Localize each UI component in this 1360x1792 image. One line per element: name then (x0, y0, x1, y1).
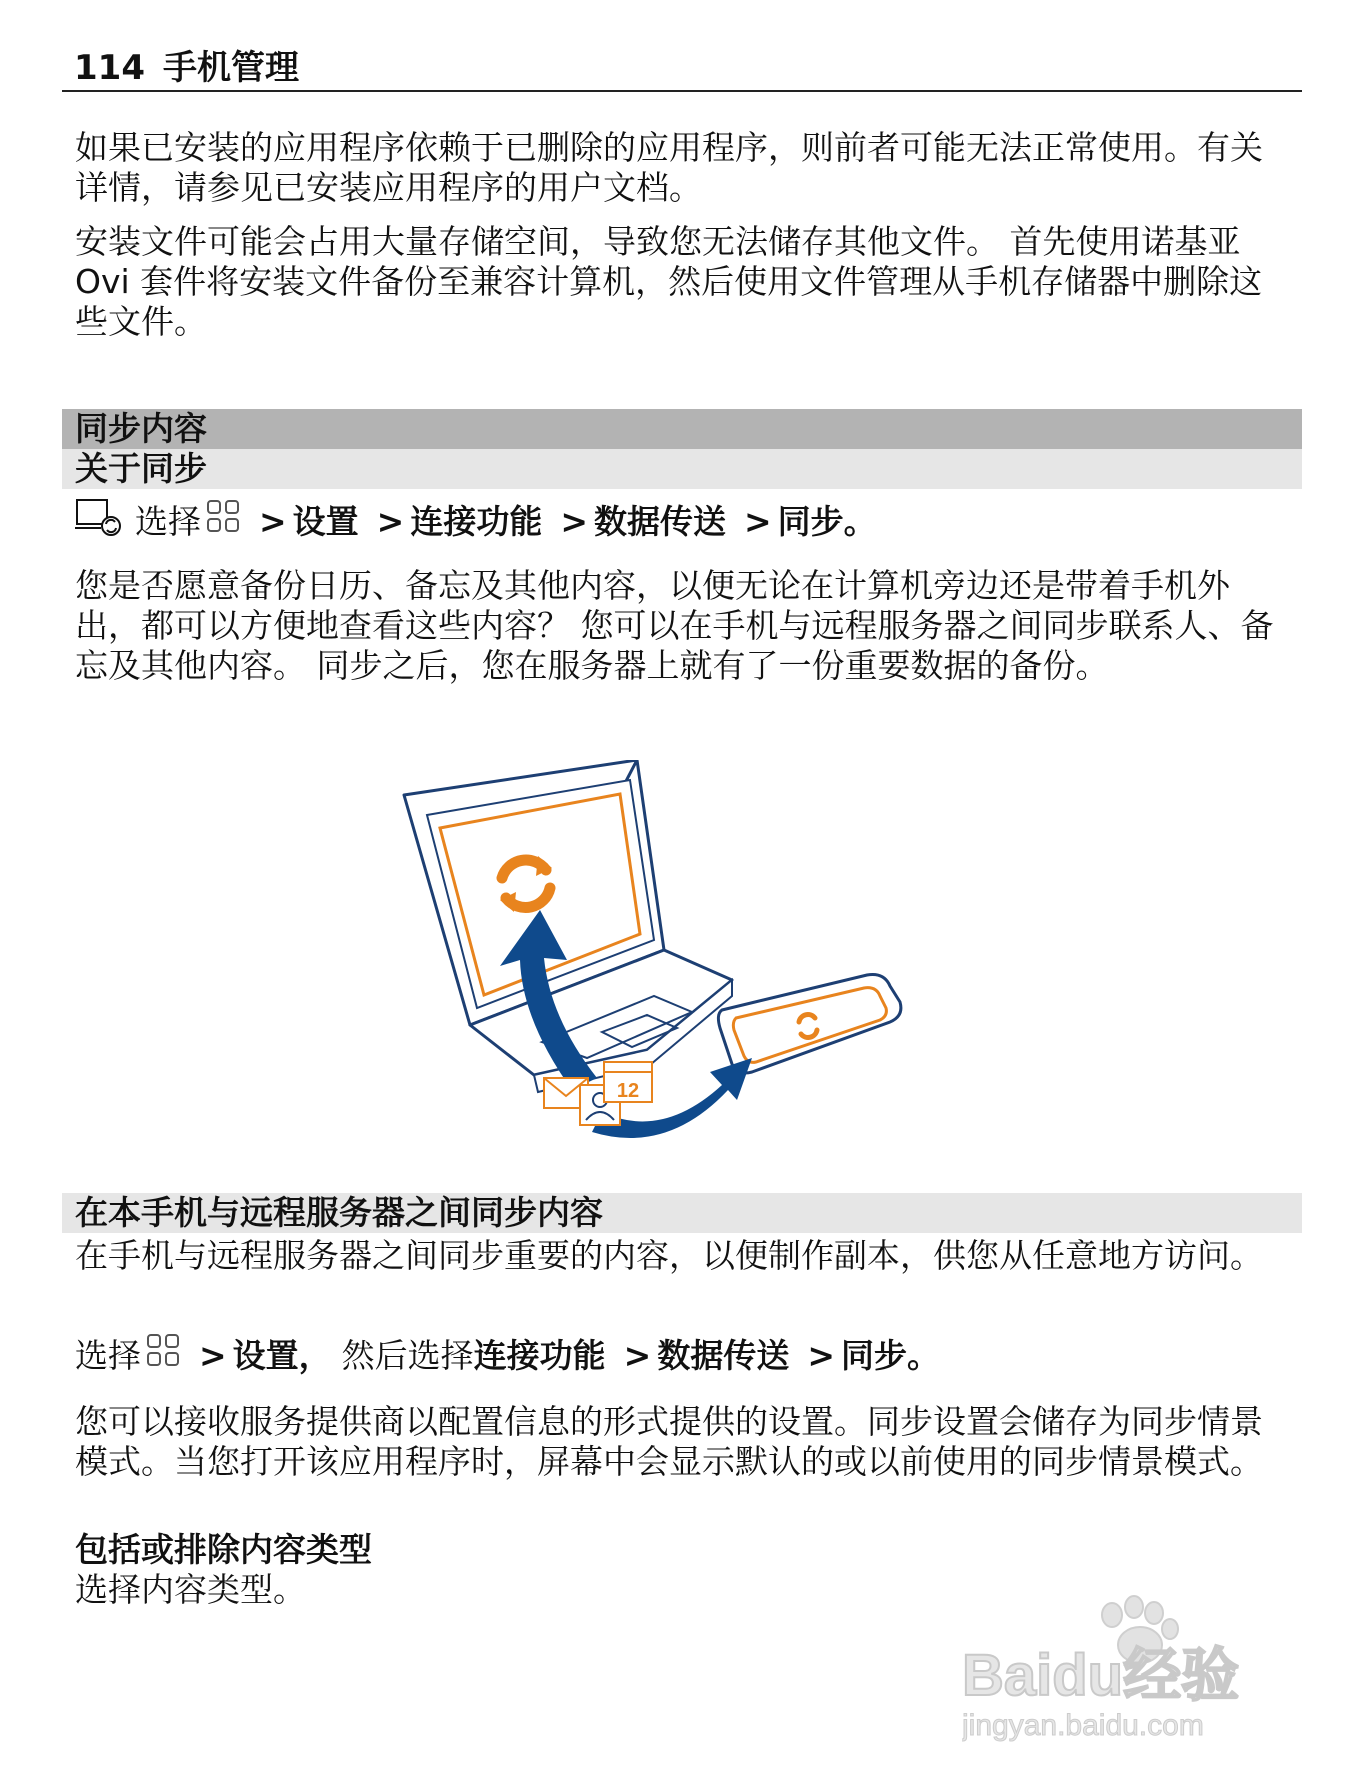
calendar-icon (604, 1062, 652, 1102)
menu-path-sync-remote (75, 1332, 940, 1379)
menu-separator: > (623, 1335, 652, 1375)
menu-item-sync[interactable]: 同步。 (840, 1335, 940, 1375)
menu-separator: > (743, 501, 772, 541)
watermark-brand: Baidu经验 (962, 1643, 1240, 1708)
paragraph-select-content-types: 选择内容类型。 (75, 1570, 306, 1609)
menu-separator: > (199, 1335, 227, 1375)
menu-select-label: 选择 (75, 1335, 141, 1375)
section-heading-sync-remote: 在本手机与远程服务器之间同步内容 (62, 1193, 1302, 1233)
menu-item-settings[interactable]: 设置， (232, 1335, 332, 1375)
menu-select-label: 选择 (135, 501, 201, 541)
paragraph-sync-settings: 您可以接收服务提供商以配置信息的形式提供的设置。同步设置会储存为同步情景模式。当您打开该应用程序时，屏幕中会显示默认的或以前使用的同步情景模式。 (75, 1402, 1263, 1481)
page-title: 手机管理 (162, 48, 299, 88)
page-number: 114 (74, 48, 145, 88)
menu-item-data-transfer[interactable]: 数据传送 (593, 501, 726, 541)
section-heading-sync-content: 同步内容 (62, 409, 1302, 449)
sync-device-icon (75, 496, 123, 547)
subheading-include-exclude: 包括或排除内容类型 (75, 1530, 372, 1569)
paragraph-about-sync: 您是否愿意备份日历、备忘及其他内容，以便无论在计算机旁边还是带着手机外出，都可以方便地查看这些内容？ 您可以在手机与远程服务器之间同步联系人、备忘及其他内容。 同步之后，您在服务器上就有了一份重要数据的备份。 (75, 566, 1274, 685)
menu-item-data-transfer[interactable]: 数据传送 (657, 1335, 790, 1375)
watermark-url: jingyan.baidu.com (962, 1709, 1204, 1742)
sync-illustration (392, 760, 1032, 1164)
menu-grid-icon[interactable] (205, 498, 241, 545)
menu-item-sync[interactable]: 同步。 (777, 501, 877, 541)
baidu-watermark (962, 1595, 1282, 1749)
menu-item-connectivity[interactable]: 连接功能 (410, 501, 543, 541)
menu-item-connectivity[interactable]: 连接功能 (473, 1335, 606, 1375)
calendar-day: 12 (616, 1080, 640, 1102)
menu-separator: > (376, 501, 405, 541)
menu-grid-icon[interactable] (145, 1332, 181, 1379)
menu-separator: > (807, 1335, 835, 1375)
menu-then-select-text: 然后选择 (341, 1335, 474, 1375)
menu-separator: > (259, 501, 287, 541)
section-heading-about-sync: 关于同步 (62, 449, 1302, 489)
menu-item-settings[interactable]: 设置 (292, 501, 359, 541)
paragraph-dependency-warning: 如果已安装的应用程序依赖于已删除的应用程序，则前者可能无法正常使用。有关详情，请参见已安装应用程序的用户文档。 (75, 128, 1263, 207)
paragraph-sync-remote: 在手机与远程服务器之间同步重要的内容，以便制作副本，供您从任意地方访问。 (75, 1236, 1263, 1275)
menu-separator: > (560, 501, 588, 541)
menu-path-about-sync (75, 496, 877, 547)
paragraph-installation-files: 安装文件可能会占用大量存储空间，导致您无法储存其他文件。 首先使用诺基亚 Ovi 套件将安装文件备份至兼容计算机，然后使用文件管理从手机存储器中删除这些文件。 (75, 222, 1263, 341)
page-header (62, 46, 1302, 92)
